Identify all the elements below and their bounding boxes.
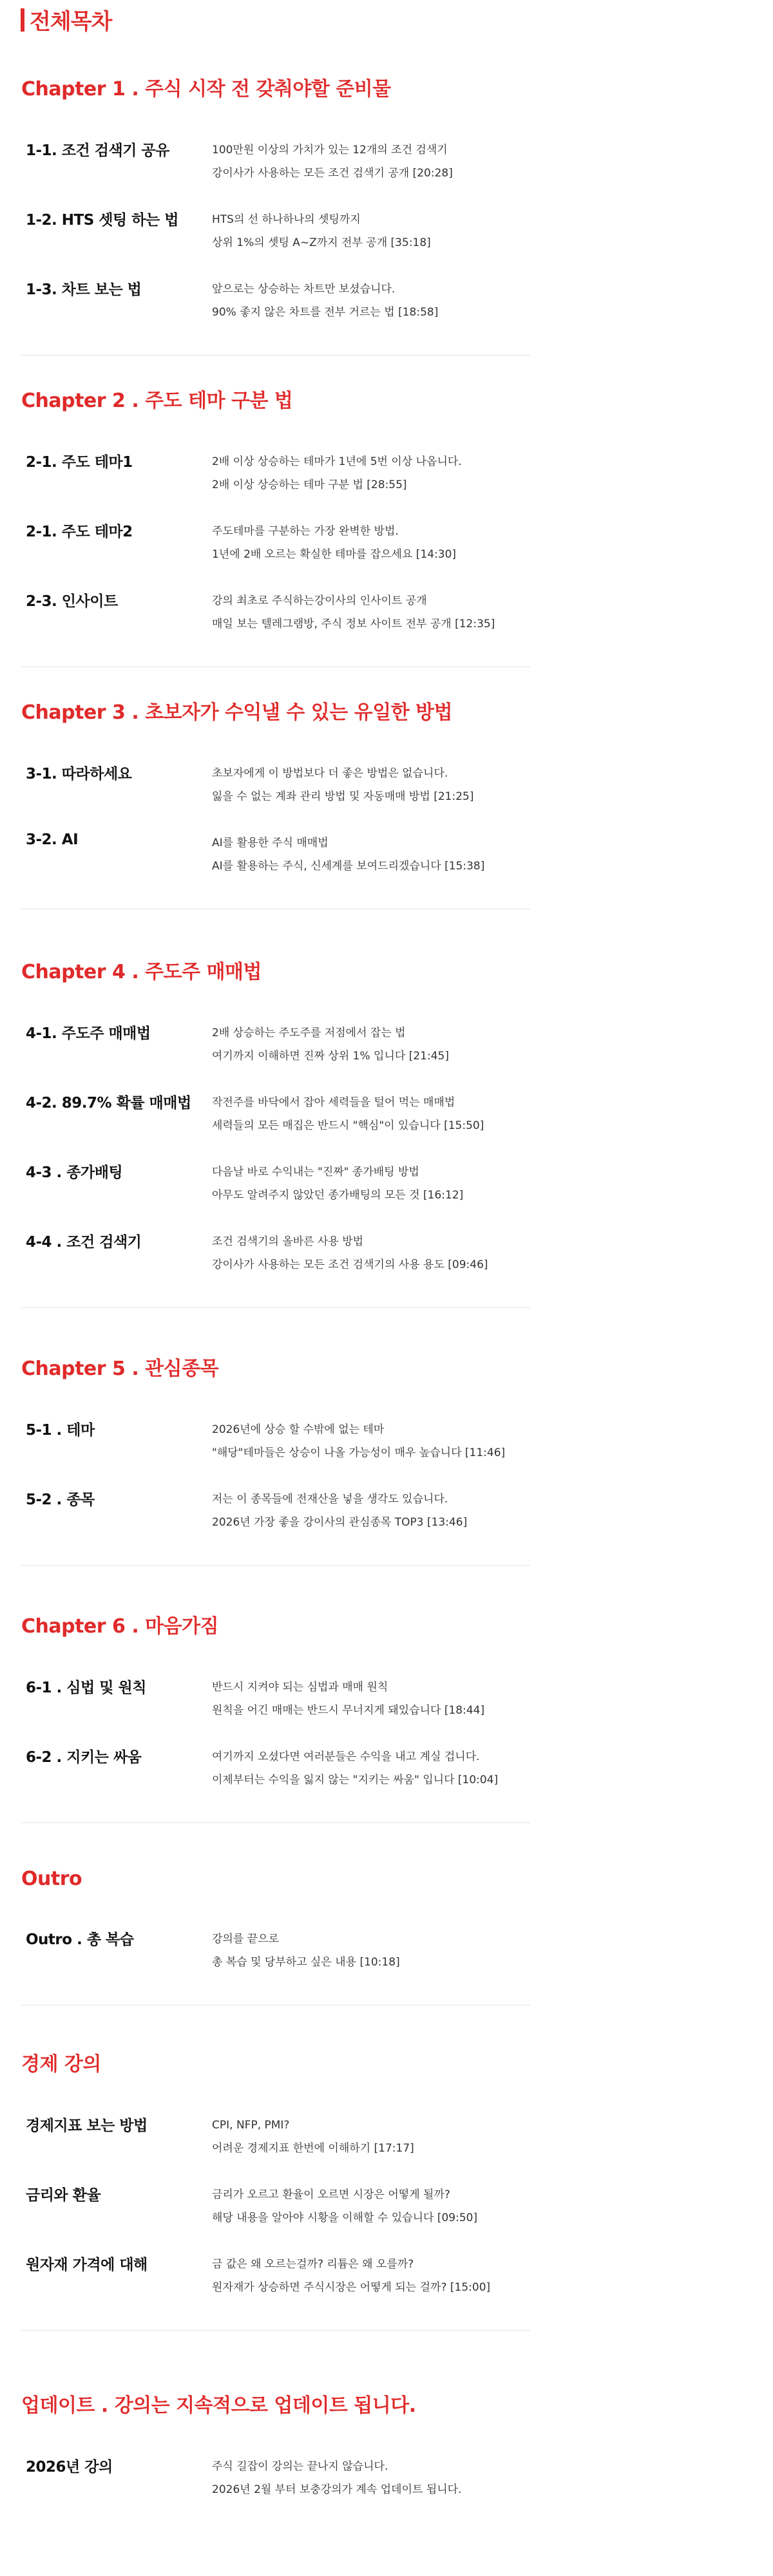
lesson-title: 3-1. 따라하세요 xyxy=(26,766,132,782)
lesson-row xyxy=(21,450,530,520)
lesson-row xyxy=(21,589,530,659)
lesson-row xyxy=(21,762,530,831)
lesson-title: Outro . 총 복습 xyxy=(26,1931,134,1948)
lesson-description xyxy=(212,1418,505,1464)
chapter-section xyxy=(21,1610,530,1823)
lesson-row xyxy=(21,278,530,347)
lesson-list xyxy=(21,1927,530,1997)
chapter-section xyxy=(21,2389,530,2524)
lesson-list xyxy=(21,762,530,901)
chapter-section xyxy=(21,1352,530,1566)
lesson-description-line: 주식 길잡이 강의는 끝나지 않습니다. xyxy=(212,2460,388,2473)
chapter-heading: 업데이트 . 강의는 지속적으로 업데이트 됩니다. xyxy=(21,2394,416,2417)
chapter-heading: Chapter 5 . 관심종목 xyxy=(21,1358,219,1380)
lesson-description-line: AI를 활용한 주식 매매법 xyxy=(212,837,329,849)
lesson-row xyxy=(21,2455,530,2524)
lesson-description-line: 총 복습 및 당부하고 싶은 내용 [10:18] xyxy=(212,1956,400,1969)
lesson-title: 5-1 . 테마 xyxy=(26,1422,95,1439)
lesson-description-line: 2배 상승하는 주도주를 저점에서 잡는 법 xyxy=(212,1027,406,1039)
lesson-row xyxy=(21,520,530,589)
lesson-list xyxy=(21,138,530,347)
page-title xyxy=(21,4,111,35)
lesson-description-line: 저는 이 종목들에 전재산을 넣을 생각도 있습니다. xyxy=(212,1493,448,1506)
lesson-description-line: 2026년 2월 부터 보충강의가 계속 업데이트 됩니다. xyxy=(212,2483,462,2496)
lesson-description-line: 매일 보는 텔레그램방, 주식 정보 사이트 전부 공개 [12:35] xyxy=(212,618,495,630)
lesson-description xyxy=(212,1927,400,1974)
lesson-row xyxy=(21,1091,530,1160)
lesson-description-line: 반드시 지켜야 되는 심법과 매매 원칙 xyxy=(212,1681,388,1694)
lesson-description-line: 2배 이상 상승하는 테마 구분 법 [28:55] xyxy=(212,478,407,491)
chapter-heading: Outro xyxy=(21,1868,82,1890)
lesson-description xyxy=(212,520,456,566)
lesson-list xyxy=(21,1676,530,1815)
lesson-description xyxy=(212,1676,484,1722)
lesson-description-line: 원자재가 상승하면 주식시장은 어떻게 되는 걸까? [15:00] xyxy=(212,2281,491,2294)
lesson-description xyxy=(212,2253,490,2299)
lesson-title: 1-3. 차트 보는 법 xyxy=(26,281,142,298)
title-accent-bar xyxy=(21,8,24,32)
lesson-row xyxy=(21,1160,530,1230)
lesson-description-line: AI를 활용하는 주식, 신세계를 보여드리겠습니다 [15:38] xyxy=(212,860,485,873)
lesson-description-line: 강의를 끝으로 xyxy=(212,1933,279,1946)
lesson-description-line: 해당 내용을 알아야 시황을 이해할 수 있습니다 [09:50] xyxy=(212,2211,478,2224)
lesson-description-line: 강이사가 사용하는 모든 조건 검색기의 사용 용도 [09:46] xyxy=(212,1258,488,1271)
lesson-description xyxy=(212,138,453,185)
lesson-title: 6-2 . 지키는 싸움 xyxy=(26,1749,142,1766)
lesson-description xyxy=(212,2114,414,2160)
lesson-description-line: 여기까지 오셨다면 여러분들은 수익을 내고 계실 겁니다. xyxy=(212,1750,480,1763)
lesson-description-line: 2026년에 상승 할 수밖에 없는 테마 xyxy=(212,1423,385,1436)
lesson-description xyxy=(212,1160,463,1207)
lesson-title: 4-3 . 종가배팅 xyxy=(26,1164,123,1181)
chapter-heading: Chapter 1 . 주식 시작 전 갖춰야할 준비물 xyxy=(21,78,391,100)
lesson-description xyxy=(212,762,474,808)
lesson-description-line: 주도테마를 구분하는 가장 완벽한 방법. xyxy=(212,525,399,538)
lesson-description-line: 초보자에게 이 방법보다 더 좋은 방법은 없습니다. xyxy=(212,767,448,780)
lesson-title: 4-1. 주도주 매매법 xyxy=(26,1025,151,1042)
lesson-row xyxy=(21,1927,530,1997)
lesson-title: 2-1. 주도 테마1 xyxy=(26,454,133,471)
lesson-description-line: 강이사가 사용하는 모든 조건 검색기 공개 [20:28] xyxy=(212,167,453,180)
lesson-row xyxy=(21,2253,530,2322)
lesson-title: 4-2. 89.7% 확률 매매법 xyxy=(26,1095,191,1112)
lesson-title: 3-2. AI xyxy=(26,831,79,848)
lesson-description-line: 작전주를 바닥에서 잡아 세력들을 털어 먹는 매매법 xyxy=(212,1096,455,1109)
lesson-description-line: 앞으로는 상승하는 차트만 보셨습니다. xyxy=(212,283,396,296)
chapter-section xyxy=(21,384,530,667)
lesson-description xyxy=(212,589,495,636)
lesson-description-line: 원칙을 어긴 매매는 반드시 무너지게 돼있습니다 [18:44] xyxy=(212,1704,485,1717)
lesson-description-line: 금 값은 왜 오르는걸까? 리튬은 왜 오를까? xyxy=(212,2258,414,2271)
lesson-description-line: 100만원 이상의 가치가 있는 12개의 조건 검색기 xyxy=(212,144,448,156)
lesson-list xyxy=(21,1418,530,1557)
lesson-list xyxy=(21,2455,530,2524)
chapter-section xyxy=(21,73,530,355)
lesson-description-line: 2026년 가장 좋을 강이사의 관심종목 TOP3 [13:46] xyxy=(212,1516,468,1529)
chapter-heading: 경제 강의 xyxy=(21,2053,101,2076)
lesson-description-line: "해당"테마들은 상승이 나올 가능성이 매우 높습니다 [11:46] xyxy=(212,1446,506,1459)
lesson-description xyxy=(212,2455,462,2501)
lesson-title: 6-1 . 심법 및 원칙 xyxy=(26,1680,146,1696)
section-divider xyxy=(21,1307,530,1308)
lesson-list xyxy=(21,1021,530,1300)
page-title-text: 전체목차 xyxy=(30,9,112,35)
chapter-heading: Chapter 6 . 마음가짐 xyxy=(21,1615,219,1638)
lesson-row xyxy=(21,1745,530,1815)
lesson-row xyxy=(21,2114,530,2183)
lesson-description-line: 상위 1%의 셋팅 A~Z까지 전부 공개 [35:18] xyxy=(212,236,431,249)
chapter-heading: Chapter 2 . 주도 테마 구분 법 xyxy=(21,390,293,412)
chapter-section xyxy=(21,2048,530,2331)
chapter-section xyxy=(21,696,530,909)
lesson-description-line: 잃을 수 없는 계좌 관리 방법 및 자동매매 방법 [21:25] xyxy=(212,790,474,803)
lesson-description xyxy=(212,450,462,497)
lesson-description-line: 다음날 바로 수익내는 "진짜" 종가배팅 방법 xyxy=(212,1166,419,1179)
chapter-section xyxy=(21,1868,530,2005)
lesson-description-line: 90% 좋지 않은 차트를 전부 거르는 법 [18:58] xyxy=(212,306,439,319)
lesson-description-line: 이제부터는 수익을 잃지 않는 "지키는 싸움" 입니다 [10:04] xyxy=(212,1774,499,1786)
lesson-description-line: 금리가 오르고 환율이 오르면 시장은 어떻게 될까? xyxy=(212,2188,450,2201)
lesson-description-line: HTS의 선 하나하나의 셋팅까지 xyxy=(212,213,361,226)
lesson-description-line: 아무도 알려주지 않았던 종가배팅의 모든 것 [16:12] xyxy=(212,1189,464,1202)
lesson-description-line: 1년에 2배 오르는 확실한 테마를 잡으세요 [14:30] xyxy=(212,548,457,561)
lesson-title: 2-3. 인사이트 xyxy=(26,593,118,610)
lesson-row xyxy=(21,1676,530,1745)
lesson-description-line: 세력들의 모든 매집은 반드시 "핵심"이 있습니다 [15:50] xyxy=(212,1119,484,1132)
lesson-row xyxy=(21,1488,530,1557)
lesson-description-line: 조건 검색기의 올바른 사용 방법 xyxy=(212,1235,364,1248)
lesson-list xyxy=(21,2114,530,2322)
lesson-description xyxy=(212,1745,498,1792)
lesson-title: 2-1. 주도 테마2 xyxy=(26,524,133,540)
lesson-row xyxy=(21,2183,530,2253)
lesson-description xyxy=(212,2183,477,2230)
section-divider xyxy=(21,1565,530,1566)
lesson-title: 5-2 . 종목 xyxy=(26,1492,95,1508)
lesson-description-line: 어려운 경제지표 한번에 이해하기 [17:17] xyxy=(212,2142,414,2155)
lesson-description xyxy=(212,1488,467,1534)
lesson-description xyxy=(212,278,438,324)
lesson-row xyxy=(21,138,530,208)
lesson-row xyxy=(21,208,530,278)
chapter-section xyxy=(21,956,530,1308)
lesson-title: 금리와 환율 xyxy=(26,2187,101,2204)
lesson-description-line: CPI, NFP, PMI? xyxy=(212,2119,290,2132)
lesson-description xyxy=(212,1230,488,1276)
chapter-heading: Chapter 3 . 초보자가 수익낼 수 있는 유일한 방법 xyxy=(21,701,453,724)
lesson-title: 4-4 . 조건 검색기 xyxy=(26,1234,142,1251)
lesson-title: 2026년 강의 xyxy=(26,2459,113,2476)
lesson-title: 경제지표 보는 방법 xyxy=(26,2117,148,2134)
lesson-row xyxy=(21,831,530,901)
section-divider xyxy=(21,2330,530,2331)
lesson-description xyxy=(212,1021,449,1068)
lesson-row xyxy=(21,1230,530,1300)
lesson-title: 1-2. HTS 셋팅 하는 법 xyxy=(26,212,178,229)
lesson-description xyxy=(212,831,484,878)
chapter-heading: Chapter 4 . 주도주 매매법 xyxy=(21,961,262,983)
lesson-title: 원자재 가격에 대해 xyxy=(26,2257,148,2273)
lesson-title: 1-1. 조건 검색기 공유 xyxy=(26,142,169,159)
lesson-row xyxy=(21,1021,530,1091)
lesson-description-line: 강의 최초로 주식하는강이사의 인사이트 공개 xyxy=(212,594,427,607)
lesson-description-line: 여기까지 이해하면 진짜 상위 1% 입니다 [21:45] xyxy=(212,1050,449,1063)
lesson-description xyxy=(212,208,431,254)
lesson-description xyxy=(212,1091,484,1137)
lesson-description-line: 2배 이상 상승하는 테마가 1년에 5번 이상 나옵니다. xyxy=(212,455,462,468)
lesson-row xyxy=(21,1418,530,1488)
lesson-list xyxy=(21,450,530,659)
